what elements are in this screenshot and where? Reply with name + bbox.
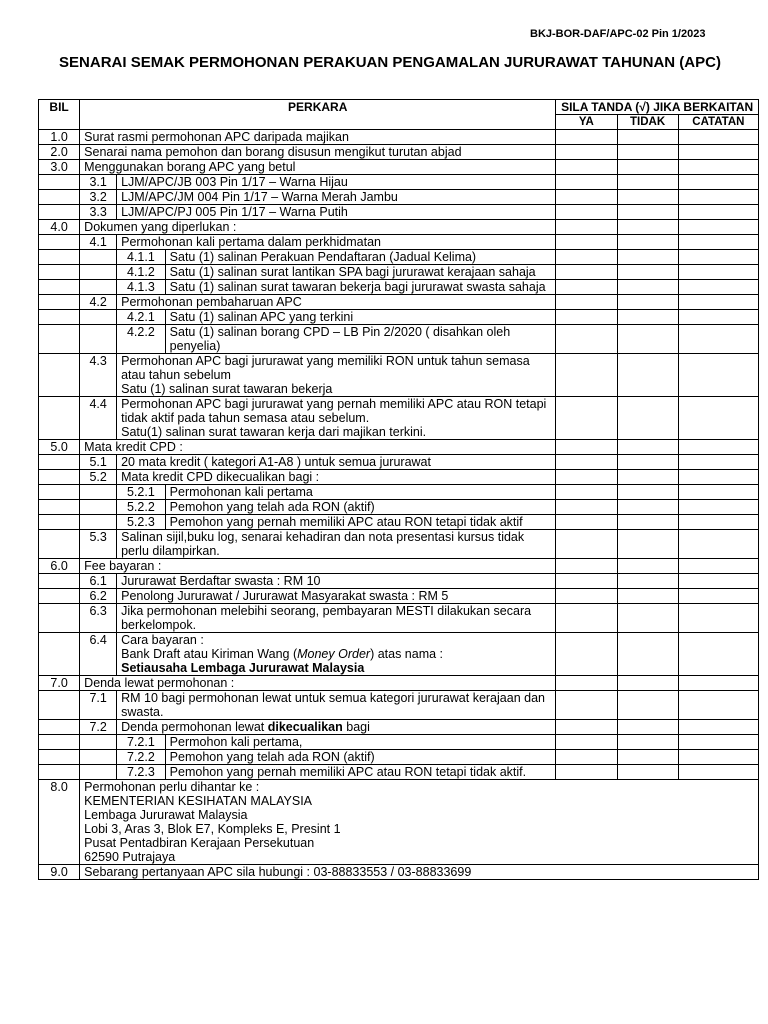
row-text: Satu (1) salinan borang CPD – LB Pin 2/2020 ( disahkan oleh penyelia) [165,325,556,354]
row-text: Permohonan pembaharuan APC [117,295,556,310]
catatan-cell[interactable] [678,750,758,765]
tidak-cell[interactable] [617,130,678,145]
catatan-cell[interactable] [678,604,758,633]
catatan-cell[interactable] [678,720,758,735]
catatan-cell[interactable] [678,574,758,589]
row-text: Fee bayaran : [80,559,556,574]
tidak-cell[interactable] [617,160,678,175]
row-text: Mata kredit CPD dikecualikan bagi : [117,470,556,485]
row-text: Denda lewat permohonan : [80,676,556,691]
tidak-cell[interactable] [617,265,678,280]
row-number: 5.3 [80,530,117,559]
catatan-cell[interactable] [678,470,758,485]
row-number: 7.2.2 [117,750,166,765]
row-text: Permohonan kali pertama dalam perkhidmatan [117,235,556,250]
catatan-cell[interactable] [678,325,758,354]
tidak-cell[interactable] [617,530,678,559]
row-number: 3.1 [80,175,117,190]
table-row [39,280,759,295]
ya-cell[interactable] [556,265,617,280]
checklist-table [38,99,759,880]
document-title: SENARAI SEMAK PERMOHONAN PERAKUAN PENGAMALAN JURURAWAT TAHUNAN (APC) [59,54,721,71]
row-number: 8.0 [39,780,80,865]
ya-cell[interactable] [556,325,617,354]
catatan-cell[interactable] [678,130,758,145]
table-row [39,530,759,559]
table-row [39,676,759,691]
row-text: Mata kredit CPD : [80,440,556,455]
catatan-cell[interactable] [678,455,758,470]
tidak-cell[interactable] [617,440,678,455]
row-text: Permohonan kali pertama [165,485,556,500]
tidak-cell[interactable] [617,574,678,589]
table-row [39,265,759,280]
row-text: Salinan sijil,buku log, senarai kehadiran dan nota presentasi kursus tidak perlu dilampirkan. [117,530,556,559]
table-row [39,500,759,515]
catatan-cell[interactable] [678,205,758,220]
row-number: 5.2.2 [117,500,166,515]
table-row [39,604,759,633]
payee-name: Setiausaha Lembaga Jururawat Malaysia [121,661,365,675]
tidak-cell[interactable] [617,691,678,720]
row-number: 4.1.1 [117,250,166,265]
row-number: 7.2.1 [117,735,166,750]
document-code: BKJ-BOR-DAF/APC-02 Pin 1/2023 [530,28,706,40]
table-row [39,130,759,145]
tidak-cell[interactable] [617,250,678,265]
ya-cell[interactable] [556,130,617,145]
table-row [39,589,759,604]
row-text: Permohonan APC bagi jururawat yang pernah memiliki APC atau RON tetapi tidak aktif pada tahun semasa atau sebelum. Satu(1) salinan surat tawaran kerja dari majikan terkini. [117,397,556,440]
ya-cell[interactable] [556,220,617,235]
tidak-cell[interactable] [617,295,678,310]
tidak-cell[interactable] [617,397,678,440]
ya-cell[interactable] [556,455,617,470]
row-number: 7.2 [80,720,117,735]
catatan-cell[interactable] [678,354,758,397]
table-row [39,190,759,205]
tidak-cell[interactable] [617,470,678,485]
tidak-cell[interactable] [617,559,678,574]
catatan-cell[interactable] [678,190,758,205]
ya-cell[interactable] [556,250,617,265]
table-row [39,145,759,160]
row-number: 6.1 [80,574,117,589]
header-perkara: PERKARA [80,100,556,130]
catatan-cell[interactable] [678,397,758,440]
row-text: Satu (1) salinan surat lantikan SPA bagi jururawat kerajaan sahaja [165,265,556,280]
catatan-cell[interactable] [678,440,758,455]
catatan-cell[interactable] [678,485,758,500]
row-text: Permohonan APC bagi jururawat yang memiliki RON untuk tahun semasa atau tahun sebelum Satu (1) salinan surat tawaran bekerja [117,354,556,397]
tidak-cell[interactable] [617,175,678,190]
catatan-cell[interactable] [678,160,758,175]
row-text: LJM/APC/PJ 005 Pin 1/17 – Warna Putih [117,205,556,220]
ya-cell[interactable] [556,397,617,440]
row-text: Surat rasmi permohonan APC daripada majikan [80,130,556,145]
table-row [39,470,759,485]
table-row [39,559,759,574]
catatan-cell[interactable] [678,676,758,691]
table-row [39,250,759,265]
row-text: Senarai nama pemohon dan borang disusun mengikut turutan abjad [80,145,556,160]
row-text: Penolong Jururawat / Jururawat Masyarakat swasta : RM 5 [117,589,556,604]
ya-cell[interactable] [556,515,617,530]
catatan-cell[interactable] [678,515,758,530]
table-row [39,295,759,310]
ya-cell[interactable] [556,765,617,780]
row-text: Pemohon yang telah ada RON (aktif) [165,500,556,515]
row-text: 20 mata kredit ( kategori A1-A8 ) untuk semua jururawat [117,455,556,470]
row-number: 3.2 [80,190,117,205]
table-row [39,515,759,530]
row-text: Pemohon yang pernah memiliki APC atau RON tetapi tidak aktif. [165,765,556,780]
ya-cell[interactable] [556,559,617,574]
ya-cell[interactable] [556,440,617,455]
tidak-cell[interactable] [617,325,678,354]
ya-cell[interactable] [556,235,617,250]
row-number: 9.0 [39,865,80,880]
header-ya: YA [556,115,617,130]
row-number: 5.2.1 [117,485,166,500]
ya-cell[interactable] [556,205,617,220]
tidak-cell[interactable] [617,735,678,750]
table-row [39,397,759,440]
ya-cell[interactable] [556,604,617,633]
table-row [39,455,759,470]
catatan-cell[interactable] [678,559,758,574]
row-text: Jururawat Berdaftar swasta : RM 10 [117,574,556,589]
tidak-cell[interactable] [617,220,678,235]
ya-cell[interactable] [556,485,617,500]
row-number: 5.1 [80,455,117,470]
tidak-cell[interactable] [617,485,678,500]
catatan-cell[interactable] [678,145,758,160]
ya-cell[interactable] [556,160,617,175]
row-text: LJM/APC/JB 003 Pin 1/17 – Warna Hijau [117,175,556,190]
row-number: 4.1.3 [117,280,166,295]
row-number: 5.0 [39,440,80,455]
tidak-cell[interactable] [617,205,678,220]
row-number: 7.2.3 [117,765,166,780]
row-number: 7.1 [80,691,117,720]
catatan-cell[interactable] [678,735,758,750]
table-row [39,574,759,589]
tidak-cell[interactable] [617,310,678,325]
row-number: 4.3 [80,354,117,397]
tidak-cell[interactable] [617,235,678,250]
row-number: 1.0 [39,130,80,145]
table-row [39,865,759,880]
row-number: 6.2 [80,589,117,604]
header-sila-tanda: SILA TANDA (√) JIKA BERKAITAN [556,100,759,115]
catatan-cell[interactable] [678,250,758,265]
catatan-cell[interactable] [678,220,758,235]
row-text: Permohon kali pertama, [165,735,556,750]
ya-cell[interactable] [556,280,617,295]
catatan-cell[interactable] [678,589,758,604]
row-number: 4.4 [80,397,117,440]
tidak-cell[interactable] [617,145,678,160]
catatan-cell[interactable] [678,530,758,559]
row-text: Denda permohonan lewat dikecualikan bagi [117,720,556,735]
tidak-cell[interactable] [617,750,678,765]
table-row [39,440,759,455]
catatan-cell[interactable] [678,633,758,676]
ya-cell[interactable] [556,145,617,160]
ya-cell[interactable] [556,470,617,485]
catatan-cell[interactable] [678,175,758,190]
ya-cell[interactable] [556,750,617,765]
row-number: 3.0 [39,160,80,175]
row-text: Cara bayaran : Bank Draft atau Kiriman Wang (Money Order) atas nama : Setiausaha Lembaga Jururawat Malaysia [117,633,556,676]
ya-cell[interactable] [556,720,617,735]
tidak-cell[interactable] [617,589,678,604]
row-number: 2.0 [39,145,80,160]
table-row [39,633,759,676]
table-row [39,310,759,325]
table-row [39,735,759,750]
row-number: 4.2 [80,295,117,310]
contact-info: Sebarang pertanyaan APC sila hubungi : 03-88833553 / 03-88833699 [80,865,759,880]
row-text: Menggunakan borang APC yang betul [80,160,556,175]
ya-cell[interactable] [556,295,617,310]
row-number: 6.3 [80,604,117,633]
row-number: 7.0 [39,676,80,691]
tidak-cell[interactable] [617,765,678,780]
catatan-cell[interactable] [678,235,758,250]
ya-cell[interactable] [556,500,617,515]
catatan-cell[interactable] [678,280,758,295]
mailing-address: Permohonan perlu dihantar ke : KEMENTERIAN KESIHATAN MALAYSIA Lembaga Jururawat Malaysia Lobi 3, Aras 3, Blok E7, Kompleks E, Presint 1 Pusat Pentadbiran Kerajaan Persekutuan 62590 Putrajaya [80,780,759,865]
row-number: 5.2.3 [117,515,166,530]
tidak-cell[interactable] [617,354,678,397]
table-row [39,220,759,235]
header-bil: BIL [39,100,80,130]
row-text: Dokumen yang diperlukan : [80,220,556,235]
row-text: Pemohon yang telah ada RON (aktif) [165,750,556,765]
tidak-cell[interactable] [617,720,678,735]
tidak-cell[interactable] [617,190,678,205]
table-row [39,354,759,397]
row-text: RM 10 bagi permohonan lewat untuk semua kategori jururawat kerajaan dan swasta. [117,691,556,720]
ya-cell[interactable] [556,691,617,720]
table-row [39,175,759,190]
ya-cell[interactable] [556,735,617,750]
table-row [39,780,759,865]
table-row [39,720,759,735]
row-number: 3.3 [80,205,117,220]
header-row [39,100,759,115]
tidak-cell[interactable] [617,676,678,691]
catatan-cell[interactable] [678,295,758,310]
catatan-cell[interactable] [678,310,758,325]
table-row [39,235,759,250]
table-row [39,765,759,780]
row-number: 4.0 [39,220,80,235]
row-text: Satu (1) salinan surat tawaran bekerja bagi jururawat swasta sahaja [165,280,556,295]
tidak-cell[interactable] [617,633,678,676]
ya-cell[interactable] [556,574,617,589]
tidak-cell[interactable] [617,280,678,295]
catatan-cell[interactable] [678,500,758,515]
row-number: 6.4 [80,633,117,676]
table-row [39,325,759,354]
table-row [39,485,759,500]
ya-cell[interactable] [556,354,617,397]
row-number: 4.2.1 [117,310,166,325]
row-number: 4.1 [80,235,117,250]
tidak-cell[interactable] [617,455,678,470]
ya-cell[interactable] [556,676,617,691]
ya-cell[interactable] [556,589,617,604]
table-row [39,691,759,720]
ya-cell[interactable] [556,530,617,559]
ya-cell[interactable] [556,175,617,190]
catatan-cell[interactable] [678,691,758,720]
ya-cell[interactable] [556,190,617,205]
row-text: Pemohon yang pernah memiliki APC atau RON tetapi tidak aktif [165,515,556,530]
header-catatan: CATATAN [678,115,758,130]
row-number: 4.2.2 [117,325,166,354]
tidak-cell[interactable] [617,500,678,515]
catatan-cell[interactable] [678,265,758,280]
row-number: 5.2 [80,470,117,485]
row-text: Satu (1) salinan APC yang terkini [165,310,556,325]
header-tidak: TIDAK [617,115,678,130]
row-text: LJM/APC/JM 004 Pin 1/17 – Warna Merah Jambu [117,190,556,205]
tidak-cell[interactable] [617,604,678,633]
row-number: 6.0 [39,559,80,574]
ya-cell[interactable] [556,310,617,325]
tidak-cell[interactable] [617,515,678,530]
ya-cell[interactable] [556,633,617,676]
table-row [39,750,759,765]
row-text: Satu (1) salinan Perakuan Pendaftaran (Jadual Kelima) [165,250,556,265]
table-row [39,160,759,175]
table-row [39,205,759,220]
row-number: 4.1.2 [117,265,166,280]
row-text: Jika permohonan melebihi seorang, pembayaran MESTI dilakukan secara berkelompok. [117,604,556,633]
catatan-cell[interactable] [678,765,758,780]
